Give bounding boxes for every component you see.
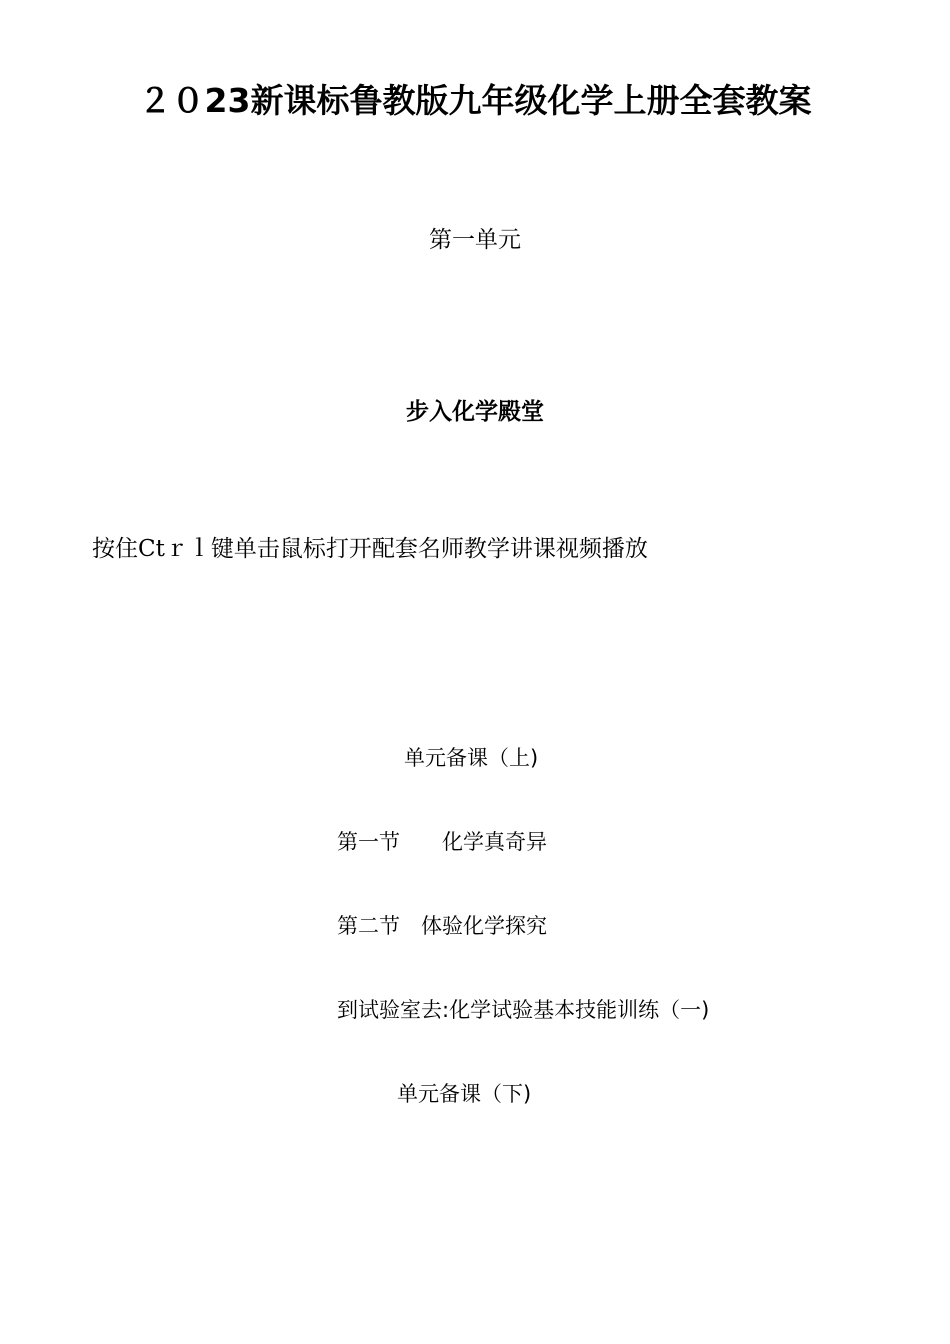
- unit-heading: 第一单元: [429, 227, 521, 253]
- video-instruction-link[interactable]: 按住Ctｒｌ键单击鼠标打开配套名师教学讲课视频播放: [92, 536, 648, 562]
- toc-item-unit-prep-upper: 单元备课（上): [404, 746, 539, 770]
- unit-subtitle: 步入化学殿堂: [406, 399, 544, 425]
- toc-item-unit-prep-lower: 单元备课（下): [397, 1082, 532, 1106]
- document-title: ２０23新课标鲁教版九年级化学上册全套教案: [138, 81, 812, 120]
- toc-item-lab-training: 到试验室去:化学试验基本技能训练（一): [337, 998, 710, 1022]
- toc-item-section-2: 第二节 体验化学探究: [337, 914, 547, 938]
- toc-item-section-1: 第一节 化学真奇异: [337, 830, 547, 854]
